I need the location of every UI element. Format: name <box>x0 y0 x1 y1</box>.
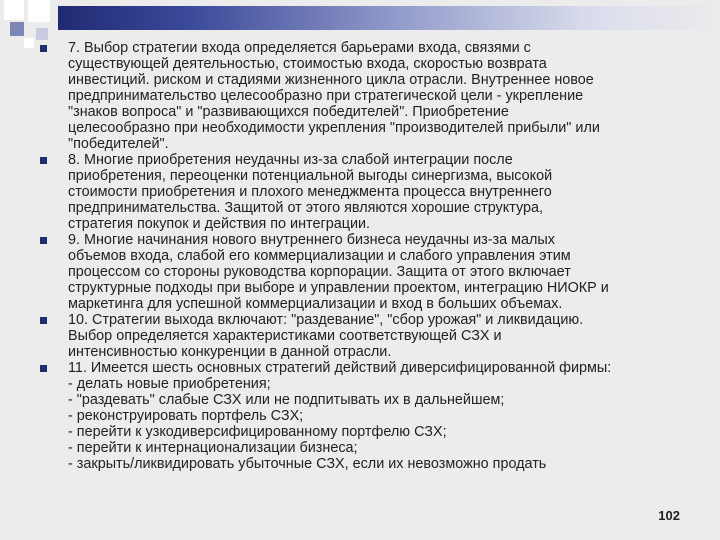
bullet-text-line: интенсивностью конкуренции в данной отрасли. <box>68 344 392 360</box>
bullet-text-line: инвестиций. риском и стадиями жизненного цикла отрасли. Внутреннее новое <box>68 72 594 88</box>
bullet-text-line: - перейти к узкодиверсифицированному портфелю СЗХ; <box>68 424 447 440</box>
decor-square <box>36 28 48 40</box>
bullet-text-line: "знаков вопроса" и "развивающихся победителей". Приобретение <box>68 104 509 120</box>
decor-square <box>10 22 24 36</box>
bullet-text-line: - делать новые приобретения; <box>68 376 271 392</box>
bullet-item <box>40 360 680 472</box>
bullet-text-line: "победителей". <box>68 136 169 152</box>
bullet-item <box>40 232 680 312</box>
bullet-text-line: структурные подходы при выборе и управлении проектом, интеграцию НИОКР и <box>68 280 609 296</box>
header-gradient-bar <box>58 6 720 30</box>
bullet-text-line: целесообразно при необходимости укрепления "производителей прибыли" или <box>68 120 600 136</box>
square-bullet-icon <box>40 365 47 372</box>
bullet-text-line: Выбор определяется характеристиками соответствующей СЗХ и <box>68 328 502 344</box>
bullet-text-line: маркетинга для успешной коммерциализации и вход в больших объемах. <box>68 296 563 312</box>
bullet-text-line: стратегия покупок и действия по интеграции. <box>68 216 371 232</box>
bullet-item <box>40 152 680 232</box>
square-bullet-icon <box>40 157 47 164</box>
bullet-text-line: процессом со стороны руководства корпорации. Защита от этого включает <box>68 264 571 280</box>
decor-square <box>4 0 24 20</box>
bullet-text-line: 10. Стратегии выхода включают: "раздевание", "сбор урожая" и ликвидацию. <box>68 312 584 328</box>
bullet-text-line: - "раздевать" слабые СЗХ или не подпитывать их в дальнейшем; <box>68 392 505 408</box>
bullet-text-line: 9. Многие начинания нового внутреннего бизнеса неудачны из-за малых <box>68 232 555 248</box>
bullet-text-line: 11. Имеется шесть основных стратегий действий диверсифицированной фирмы: <box>68 360 612 376</box>
bullet-text-line: приобретения, переоценки потенциальной выгоды синергизма, высокой <box>68 168 553 184</box>
bullet-text-line: 7. Выбор стратегии входа определяется барьерами входа, связями с <box>68 40 531 56</box>
bullet-text-line: предпринимательство целесообразно при стратегической цели - укрепление <box>68 88 584 104</box>
page-number: 102 <box>658 508 680 523</box>
bullet-item <box>40 40 680 152</box>
square-bullet-icon <box>40 45 47 52</box>
bullet-text-line: 8. Многие приобретения неудачны из-за слабой интеграции после <box>68 152 513 168</box>
bullet-text-line: существующей деятельностью, стоимостью входа, скоростью возврата <box>68 56 547 72</box>
bullet-text-line: - реконструировать портфель СЗХ; <box>68 408 304 424</box>
decor-square <box>24 38 34 48</box>
bullet-text-line: - закрыть/ликвидировать убыточные СЗХ, если их невозможно продать <box>68 456 547 472</box>
bullet-text-line: объемов входа, слабой его коммерциализации и слабого управления этим <box>68 248 571 264</box>
bullet-item <box>40 312 680 360</box>
bullet-text-line: - перейти к интернационализации бизнеса; <box>68 440 358 456</box>
bullet-text-line: стоимости приобретения и плохого менеджмента процесса внутреннего <box>68 184 552 200</box>
square-bullet-icon <box>40 317 47 324</box>
decor-square <box>28 0 50 22</box>
square-bullet-icon <box>40 237 47 244</box>
slide-content <box>40 40 680 472</box>
bullet-text-line: предпринимательства. Защитой от этого являются хорошие структура, <box>68 200 544 216</box>
